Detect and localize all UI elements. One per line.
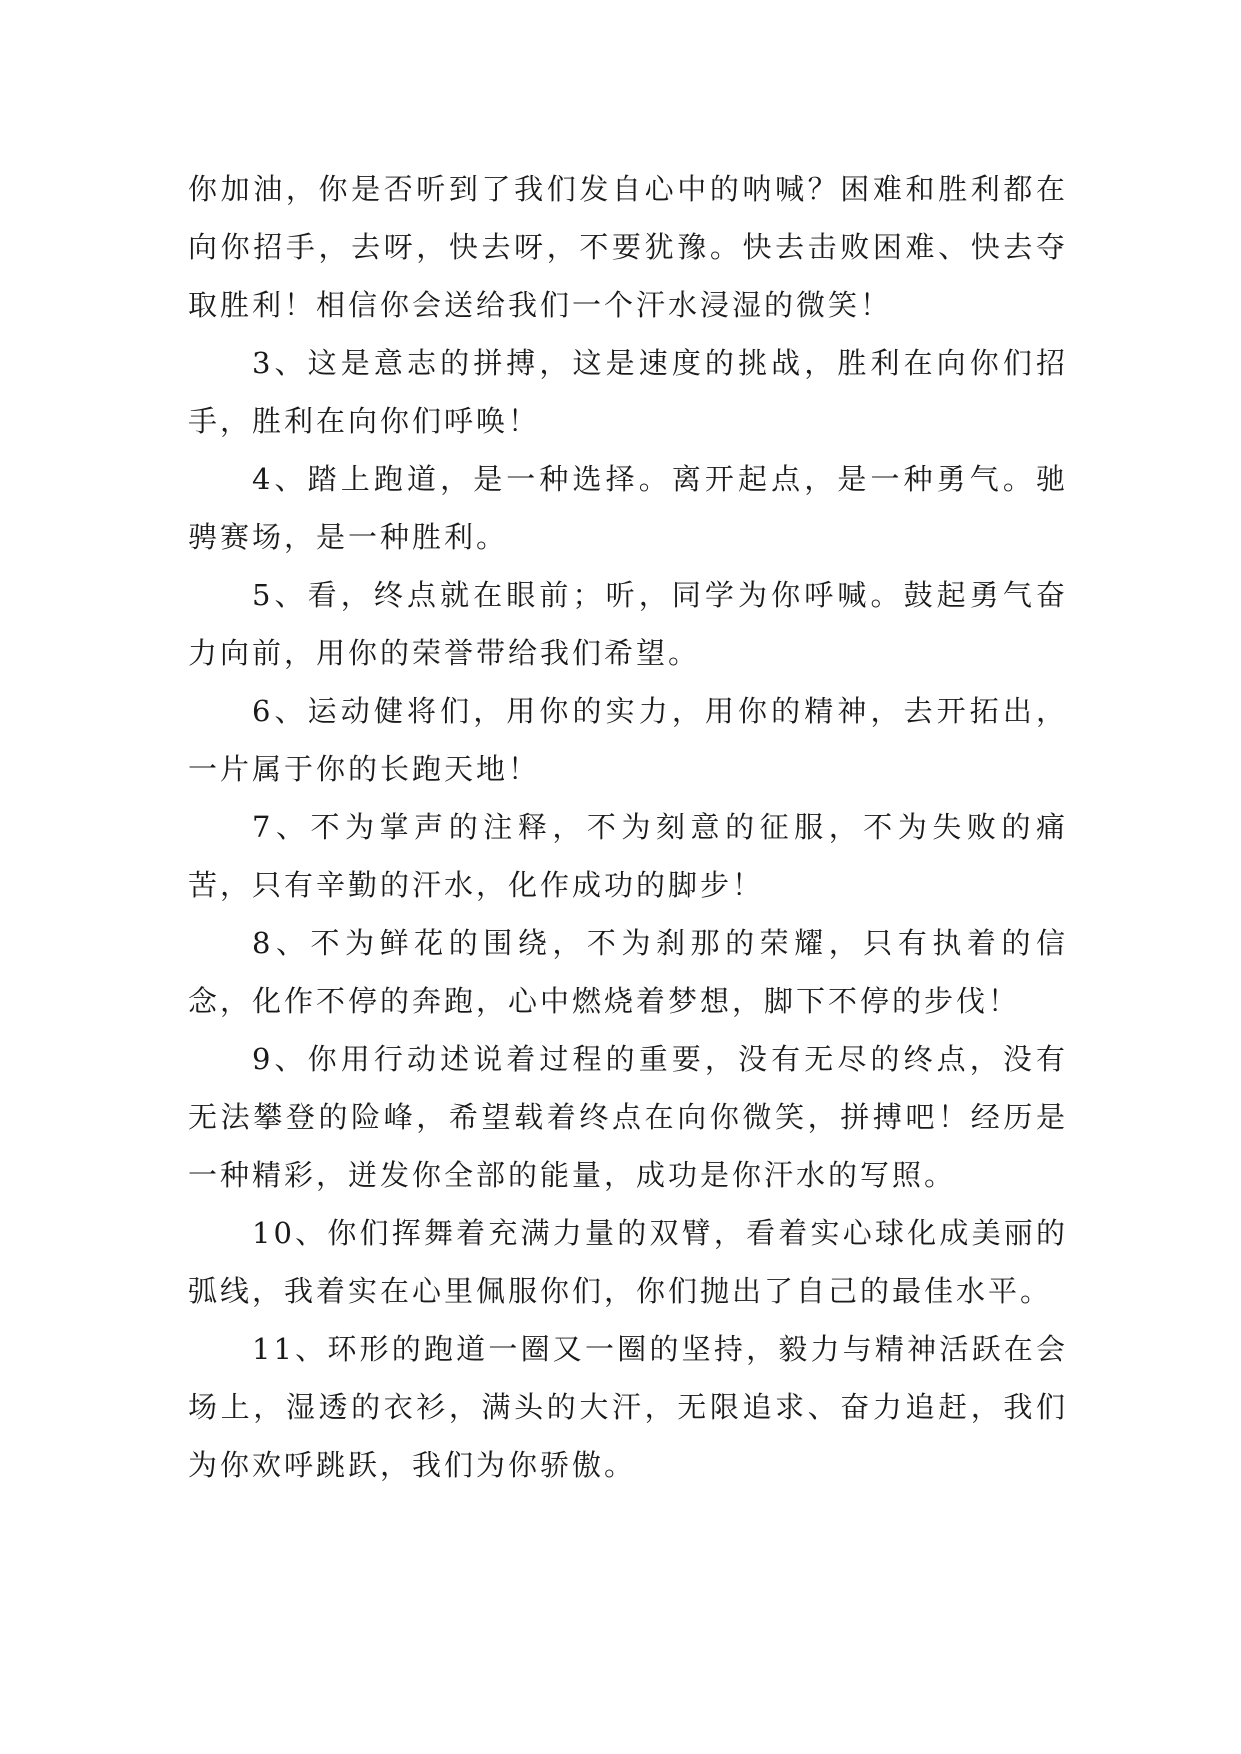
paragraph-3: 3、这是意志的拼搏，这是速度的挑战，胜利在向你们招手，胜利在向你们呼唤！ [188,346,1068,438]
paragraph-7: 7、不为掌声的注释，不为刻意的征服，不为失败的痛苦，只有辛勤的汗水，化作成功的脚步！ [188,810,1068,902]
paragraph-5: 5、看，终点就在眼前；听，同学为你呼喊。鼓起勇气奋力向前，用你的荣誉带给我们希望。 [188,578,1068,670]
document-body [188,160,1068,1494]
paragraph-9: 9、你用行动述说着过程的重要，没有无尽的终点，没有无法攀登的险峰，希望载着终点在向你微笑，拼搏吧！经历是一种精彩，迸发你全部的能量，成功是你汗水的写照。 [188,1042,1068,1192]
paragraph-8: 8、不为鲜花的围绕，不为刹那的荣耀，只有执着的信念，化作不停的奔跑，心中燃烧着梦想，脚下不停的步伐！ [188,926,1068,1018]
paragraph-11: 11、环形的跑道一圈又一圈的坚持，毅力与精神活跃在会场上，湿透的衣衫，满头的大汗，无限追求、奋力追赶，我们为你欢呼跳跃，我们为你骄傲。 [188,1332,1068,1482]
paragraph-continued: 你加油，你是否听到了我们发自心中的呐喊？困难和胜利都在向你招手，去呀，快去呀，不要犹豫。快去击败困难、快去夺取胜利！相信你会送给我们一个汗水浸湿的微笑！ [188,172,1068,322]
paragraph-6: 6、运动健将们，用你的实力，用你的精神，去开拓出，一片属于你的长跑天地！ [188,694,1068,786]
paragraph-10: 10、你们挥舞着充满力量的双臂，看着实心球化成美丽的弧线，我着实在心里佩服你们，你们抛出了自己的最佳水平。 [188,1216,1068,1308]
paragraph-4: 4、踏上跑道，是一种选择。离开起点，是一种勇气。驰骋赛场，是一种胜利。 [188,462,1068,554]
